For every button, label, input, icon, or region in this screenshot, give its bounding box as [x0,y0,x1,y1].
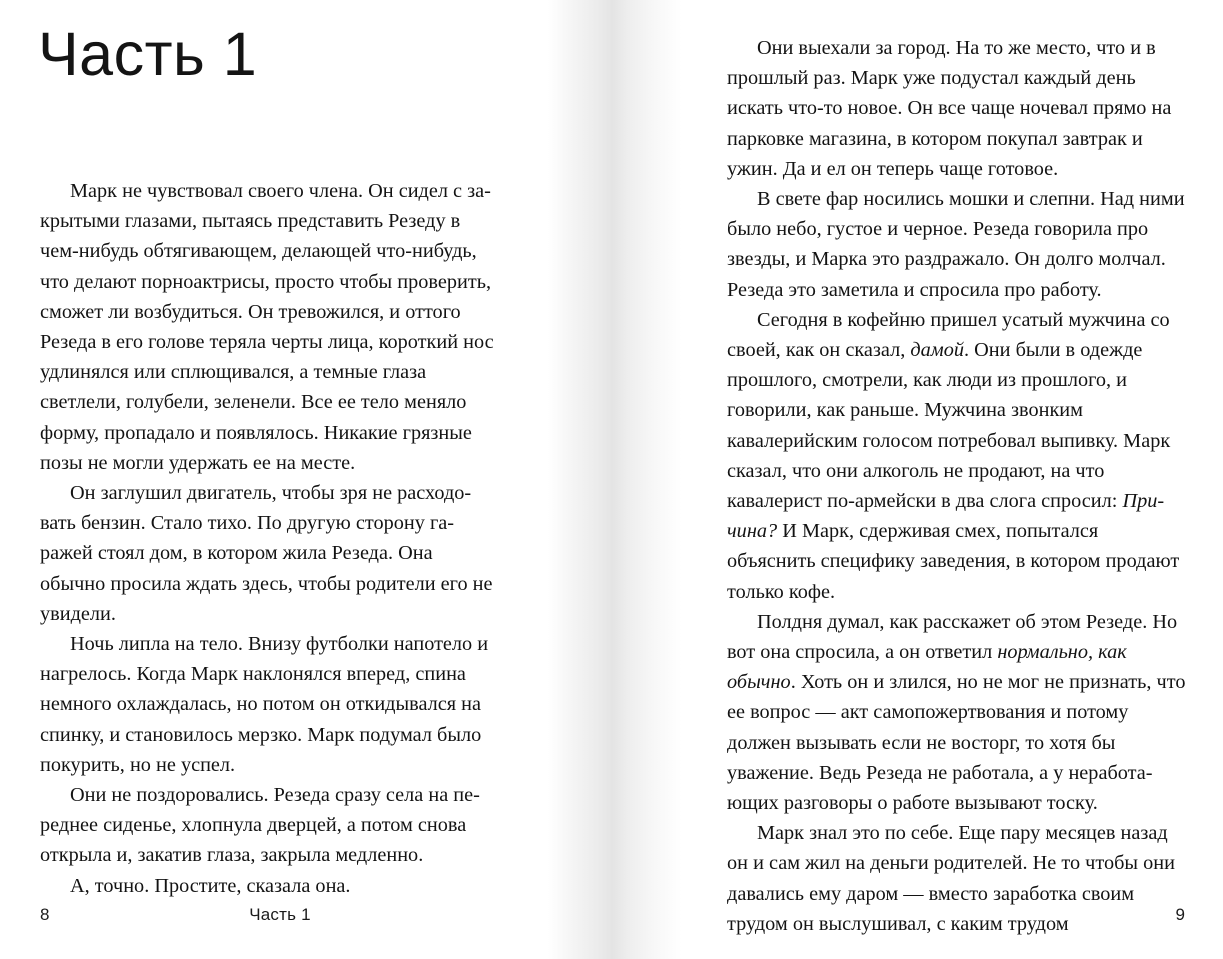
left-page-footer [0,889,560,959]
body-text: . Они были в одежде прошлого, смотрели, как люди из прошлого, и говорили, как раньше. Мужчина звонким кавалерийским голосом потребовал выпивку. Марк сказал, что они алкоголь не продают, на что кавалерист по-армейски в два слога спросил: [727,339,1171,513]
emphasis-text: дамой [910,339,964,362]
paragraph: Он заглушил двигатель, чтобы зря не расходовать бензин. Стало тихо. По другую сторону гаражей стоял дом, в котором жила Резеда. Она обычно просила ждать здесь, чтобы родители его не увидели. [40,482,493,625]
emphasis-text: При-чина? [727,490,1165,543]
paragraph [727,184,1186,305]
body-text: В свете фар носились мошки и слепни. Над ними было небо, густое и черное. Резеда говорила про звезды, и Марка это раздражало. Он долго молчал. Резеда это заметила и спросила про работу. [727,188,1185,301]
body-text: Полдня думал, как расскажет об этом Резеде. Но вот она спросила, а он ответил [727,610,1178,664]
book-gutter-shadow [548,0,682,959]
page-number: 9 [1175,905,1185,924]
left-page [0,0,560,959]
body-text: . Хоть он и злился, но не мог не признать, что ее вопрос — акт самопожертвования и потому должен вызывать если не восторг, то хотя бы уважение. Ведь Резеда не работала, а у неработающих разговоры о работе вызывают тоску. [727,671,1186,815]
body-text: Сегодня в кофейню пришел усатый мужчина со своей, как он сказал, [727,308,1170,362]
right-column-body [727,33,1186,939]
right-page-footer [682,889,1223,959]
body-text: Они выехали за город. На то же место, что и в прошлый раз. Марк уже подустал каждый день искать что-то новое. Он все чаще ночевал прямо на парковке магазина, в котором покупал завтрак и ужин. Да и ел он теперь чаще готовое. [727,37,1172,180]
right-page [682,0,1223,959]
paragraph: Они не поздоровались. Резеда сразу села на переднее сиденье, хлопнула дверцей, а потом снова открыла и, закатив глаза, закрыла медленно. [40,784,480,867]
page-number: 8 [40,905,50,924]
paragraph [727,33,1186,184]
paragraph: А, точно. Простите, сказала она. [70,874,351,897]
running-head: Часть 1 [249,905,311,924]
body-text: Марк знал это по себе. Еще пару месяцев назад он и сам жил на деньги родителей. Не то чтобы они давались ему даром — вместо заработка своим трудом он выслушивал, с каким трудом [727,822,1175,935]
paragraph: Ночь липла на тело. Внизу футболки напотело и нагрелось. Когда Марк наклонялся вперед, спина немного охлаждалась, но потом он откидывался на спинку, и становилось мерзко. Марк подумал было покурить, но не успел. [40,633,489,776]
emphasis-text: нормально, как обычно [727,641,1127,694]
left-column-body [40,176,496,901]
paragraph [727,607,1186,818]
paragraph [727,305,1186,607]
page-title: Часть 1 [38,20,258,88]
paragraph: Марк не чувствовал своего члена. Он сидел с закрытыми глазами, пытаясь представить Резеду в чем-нибудь обтягивающем, делающей что-нибудь, что делают порноактрисы, просто чтобы проверить, сможет ли возбудиться. Он тревожился, и оттого Резеда в его голове теряла черты лица, короткий нос удлинялся или сплющивался, а темные глаза светлели, голубели, зеленели. Все ее тело меняло форму, пропадало и появлялось. Никакие грязные позы не могли удержать ее на месте. [40,180,494,474]
body-text: И Марк, сдерживая смех, попытался объяснить специфику заведения, в котором продают только кофе. [727,520,1180,603]
